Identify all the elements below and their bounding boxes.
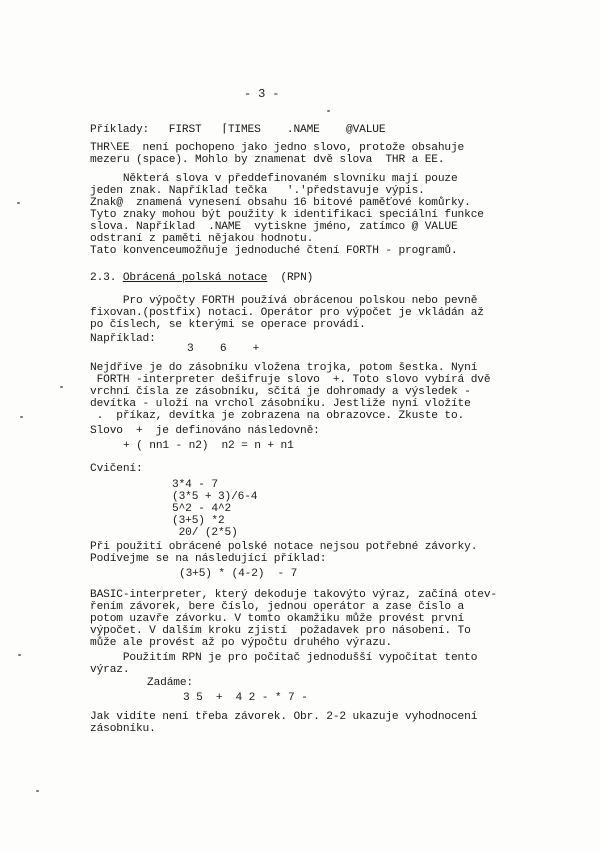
rpn-expression: 3 5 + 4 2 - * 7 - [183,692,308,704]
scan-speck [20,416,23,418]
page-number: - 3 - [244,87,280,101]
scan-speck [18,654,21,656]
paragraph-line: Tato konvenceumožňuje jednoduché čtení FORTH - programů. [90,245,458,257]
paragraph-line: Podívejme se na následující příklad: [90,553,327,565]
exercise-item: (3*5 + 3)/6-4 [172,491,258,503]
paragraph-line: potom uzavře závorku. V tomto okamžiku může provést první [90,613,465,625]
paragraph-line: fixovan.(postfix) notaci. Operátor pro výpočet je vkládán až [90,307,484,319]
paragraph-line: Jak vidíte není třeba závorek. Obr. 2-2 ukazuje vyhodnocení [90,711,478,723]
paragraph-line: Znak@ znamená vynesení obsahu 16 bitové paměťové komůrky. [90,197,471,209]
paragraph-line: devítka - uloží na vrchol zásobníku. Jestliže nyní vložíte [90,398,471,410]
rpn-example: 3 6 + [187,343,260,355]
scan-speck [327,110,330,112]
paragraph-line: Použitím RPN je pro počítač jednodušší vypočítat tento [90,652,478,664]
paragraph-line: Při použití obrácené polské notace nejsou potřebné závorky. [90,541,478,553]
paragraph-line: po číslech, se kterými se operace provádí. [90,319,366,331]
section-abbreviation: (RPN) [280,272,314,284]
slovo-line: Slovo + je definováno následovně: [90,425,320,437]
section-title: Obrácená polská notace [122,272,268,284]
section-number: 2.3. [90,272,117,284]
paragraph-line: Pro výpočty FORTH používá obrácenou polskou nebo pevně [90,295,478,307]
paragraph-line: THR\EE není pochopeno jako jedno slovo, protože obsahuje [90,142,465,154]
paragraph-line: FORTH -interpreter dešifruje slovo +. Toto slovo vybírá dvě [90,374,491,386]
paragraph-line: Například: [90,333,156,345]
exercise-item: 5^2 - 4^2 [172,503,232,515]
paragraph-line: BASIC-interpreter, který dekoduje takovýto výraz, začíná otev- [90,589,497,601]
scan-speck [36,790,39,792]
paragraph-line: Tyto znaky mohou být použity k identifikaci speciální funkce [90,209,484,221]
example-expression: (3+5) * (4-2) - 7 [179,568,298,580]
paragraph-line: odstraní z paměti nějakou hodnotu. [90,233,314,245]
paragraph-line: Nejdříve je do zásobníku vložena trojka, potom šestka. Nyní [90,362,478,374]
paragraph-line: výraz. [90,664,130,676]
paragraph-line: slova. Například .NAME vytiskne jméno, zatímco @ VALUE [90,221,458,233]
paragraph-line: řením závorek, bere číslo, jednou operátor a zase číslo a [90,601,465,613]
paragraph-line: mezeru (space). Mohlo by znamenat dvě slova THR a EE. [90,154,445,166]
paragraph-line: vrchní čísla ze zásobníku, sčítá je dohromady a výsledek - [90,386,471,398]
exercise-item: 3*4 - 7 [172,479,218,491]
paragraph-line: výpočet. V dalším kroku zjistí požadavek pro násobení. To [90,625,471,637]
paragraph-line: jeden znak. Například tečka '.'představuje výpis. [90,185,425,197]
definition-line: + ( nn1 - n2) n2 = n + n1 [123,440,294,452]
exercise-item: (3+5) *2 [172,515,225,527]
paragraph-line: Některá slova v předdefinovaném slovníku mají pouze [90,173,458,185]
exercise-item: 20/ (2*5) [172,527,238,539]
scan-speck [17,202,20,204]
section-heading [90,272,313,284]
exercise-label: Cvičení: [90,463,143,475]
paragraph-line: může ale provést až po výpočtu druhého výrazu. [90,637,392,649]
paragraph-line: zásobníku. [90,723,156,735]
scan-speck [60,386,63,388]
zadame-label: Zadáme: [147,677,193,689]
paragraph-line: . příkaz, devítka je zobrazena na obrazovce. Zkuste to. [90,410,465,422]
examples-line: Příklady: FIRST ⌈TIMES .NAME @VALUE [90,124,386,136]
